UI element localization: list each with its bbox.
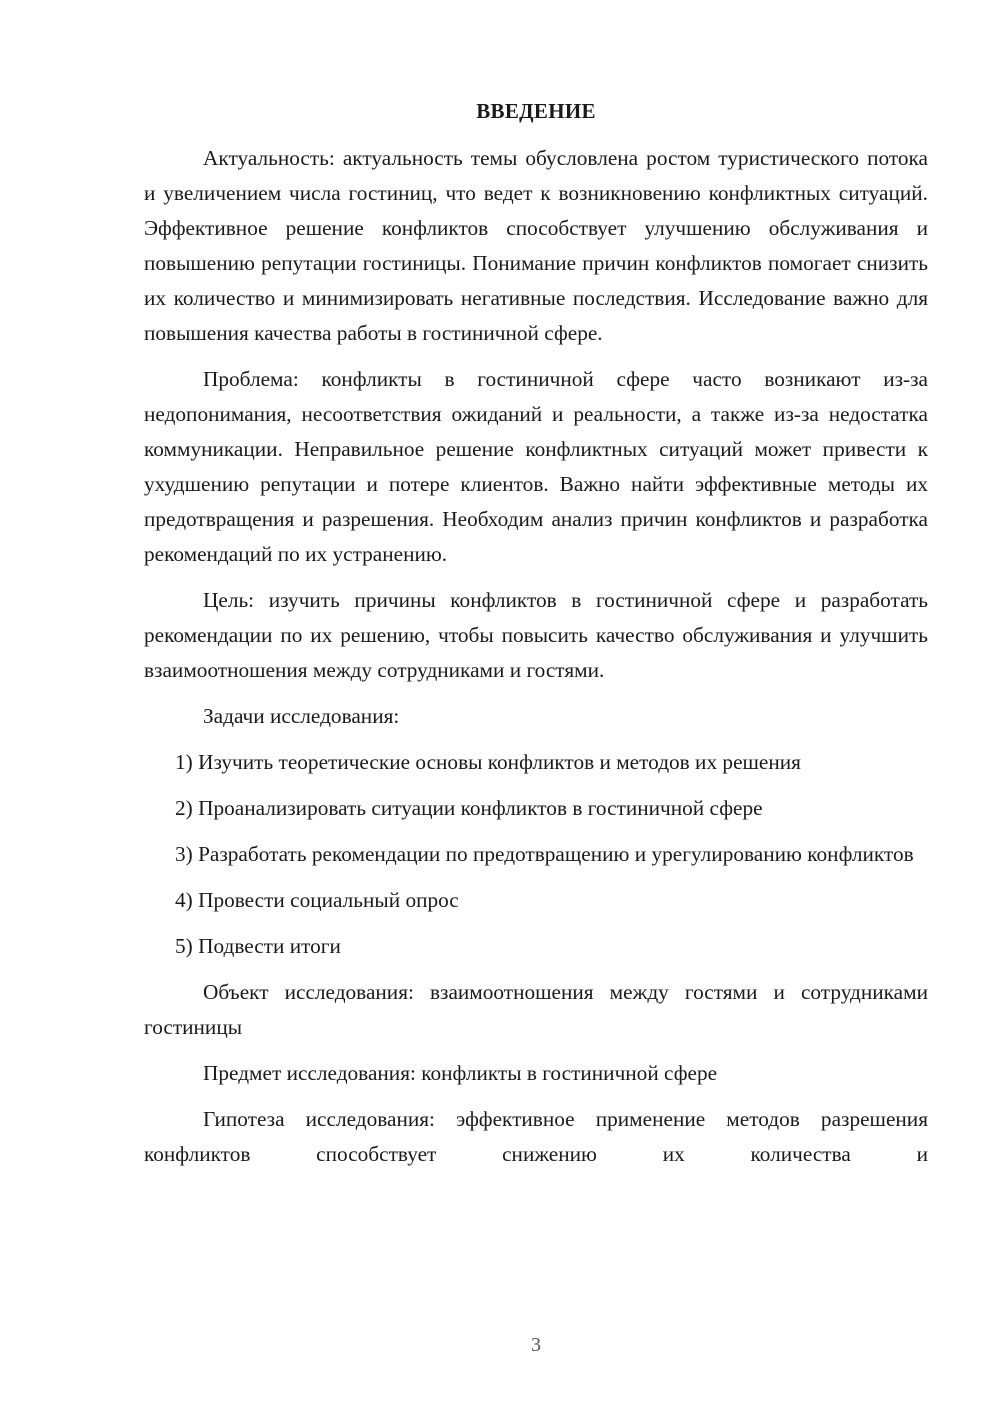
section-heading: ВВЕДЕНИЕ xyxy=(476,99,596,123)
subject-paragraph: Предмет исследования: конфликты в гостиничной сфере xyxy=(203,1061,718,1085)
document-body xyxy=(144,141,928,1183)
page-number: 3 xyxy=(531,1334,541,1356)
task-item: 5) Подвести итоги xyxy=(175,934,341,958)
task-item: 1) Изучить теоретические основы конфликтов и методов их решения xyxy=(175,750,801,774)
task-item: 2) Проанализировать ситуации конфликтов в гостиничной сфере xyxy=(175,796,763,820)
task-item: 3) Разработать рекомендации по предотвращению и урегулированию конфликтов xyxy=(175,842,914,866)
object-paragraph: Объект исследования: взаимоотношения между гостями и сотрудниками гостиницы xyxy=(144,980,928,1039)
goal-paragraph: Цель: изучить причины конфликтов в гостиничной сфере и разработать рекомендации по их решению, чтобы повысить качество обслуживания и улучшить взаимоотношения между сотрудниками и гостями. xyxy=(144,588,928,682)
task-item: 4) Провести социальный опрос xyxy=(175,888,459,912)
hypothesis-paragraph: Гипотеза исследования: эффективное применение методов разрешения конфликтов способствует снижению их количества и xyxy=(144,1107,928,1166)
tasks-title: Задачи исследования: xyxy=(203,704,400,728)
problem-paragraph: Проблема: конфликты в гостиничной сфере часто возникают из-за недопонимания, несоответствия ожиданий и реальности, а также из-за недостатка коммуникации. Неправильное решение конфликтных ситуаций может привести к ухудшению репутации и потере клиентов. Важно найти эффективные методы их предотвращения и разрешения. Необходим анализ причин конфликтов и разработка рекомендаций по их устранению. xyxy=(144,367,928,566)
relevance-paragraph: Актуальность: актуальность темы обусловлена ростом туристического потока и увеличением числа гостиниц, что ведет к возникновению конфликтных ситуаций. Эффективное решение конфликтов способствует улучшению обслуживания и повышению репутации гостиницы. Понимание причин конфликтов помогает снизить их количество и минимизировать негативные последствия. Исследование важно для повышения качества работы в гостиничной сфере. xyxy=(144,146,928,345)
